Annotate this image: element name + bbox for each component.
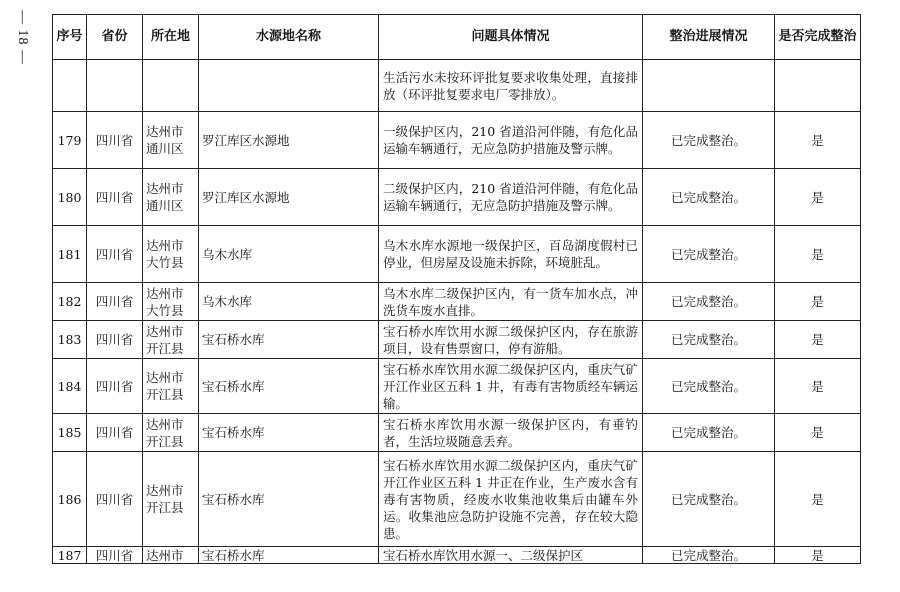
- cell-progress: 已完成整治。: [643, 169, 775, 226]
- cell-location: 达州市大竹县: [143, 283, 199, 321]
- cell-no: 179: [53, 112, 87, 169]
- cell-location: 达州市通川区: [143, 169, 199, 226]
- cell-progress: 已完成整治。: [643, 414, 775, 452]
- cell-province: 四川省: [87, 452, 143, 547]
- cell-done: 是: [775, 452, 861, 547]
- cell-province: [87, 60, 143, 112]
- cell-source: 宝石桥水库: [199, 359, 379, 414]
- table-header-row: [53, 15, 861, 60]
- cell-province: 四川省: [87, 283, 143, 321]
- cell-province: 四川省: [87, 359, 143, 414]
- cell-location: 达州市开江县: [143, 414, 199, 452]
- cell-progress: 已完成整治。: [643, 321, 775, 359]
- cell-issue: 宝石桥水库饮用水源二级保护区内，重庆气矿开江作业区五科 1 井，有毒有害物质经车辆运输。: [379, 359, 643, 414]
- cell-done: 是: [775, 359, 861, 414]
- table-row: [53, 112, 861, 169]
- table-row: [53, 452, 861, 547]
- cell-done: 是: [775, 226, 861, 283]
- cell-issue: 宝石桥水库饮用水源一、二级保护区: [379, 547, 643, 564]
- cell-location: 达州市开江县: [143, 359, 199, 414]
- cell-source: 罗江库区水源地: [199, 169, 379, 226]
- header-location: 所在地: [143, 15, 199, 60]
- cell-progress: 已完成整治。: [643, 547, 775, 564]
- cell-done: 是: [775, 414, 861, 452]
- cell-issue: 乌木水库水源地一级保护区，百岛湖度假村已停业，但房屋及设施未拆除，环境脏乱。: [379, 226, 643, 283]
- cell-no: 187: [53, 547, 87, 564]
- cell-done: 是: [775, 169, 861, 226]
- header-done: 是否完成整治: [775, 15, 861, 60]
- table-row: [53, 169, 861, 226]
- cell-no: 185: [53, 414, 87, 452]
- page-number: — 18 —: [15, 10, 30, 65]
- cell-progress: 已完成整治。: [643, 452, 775, 547]
- cell-source: 宝石桥水库: [199, 414, 379, 452]
- cell-location: 达州市开江县: [143, 452, 199, 547]
- cell-done: 是: [775, 283, 861, 321]
- water-source-issues-table: [52, 14, 861, 564]
- header-no: 序号: [53, 15, 87, 60]
- cell-issue: 宝石桥水库饮用水源一级保护区内，有垂钓者，生活垃圾随意丢弃。: [379, 414, 643, 452]
- cell-source: 乌木水库: [199, 226, 379, 283]
- cell-issue: 乌木水库二级保护区内，有一货车加水点，冲洗货车废水直排。: [379, 283, 643, 321]
- cell-province: 四川省: [87, 112, 143, 169]
- table-row: [53, 60, 861, 112]
- cell-no: 186: [53, 452, 87, 547]
- cell-location: [143, 60, 199, 112]
- cell-no: 181: [53, 226, 87, 283]
- cell-source: 乌木水库: [199, 283, 379, 321]
- cell-no: 184: [53, 359, 87, 414]
- cell-issue: 宝石桥水库饮用水源二级保护区内，重庆气矿开江作业区五科 1 井正在作业，生产废水含有毒有害物质，经废水收集池收集后由罐车外运。收集池应急防护设施不完善，存在较大隐患。: [379, 452, 643, 547]
- cell-location: 达州市通川区: [143, 112, 199, 169]
- header-source: 水源地名称: [199, 15, 379, 60]
- table-row: [53, 226, 861, 283]
- cell-no: [53, 60, 87, 112]
- table-row: [53, 321, 861, 359]
- cell-source: 罗江库区水源地: [199, 112, 379, 169]
- cell-progress: 已完成整治。: [643, 283, 775, 321]
- table-row: [53, 283, 861, 321]
- table-row: [53, 359, 861, 414]
- cell-issue: 二级保护区内，210 省道沿河伴随，有危化品运输车辆通行，无应急防护措施及警示牌。: [379, 169, 643, 226]
- table-row: [53, 414, 861, 452]
- cell-issue: 宝石桥水库饮用水源二级保护区内，存在旅游项目，设有售票窗口，停有游船。: [379, 321, 643, 359]
- cell-location: 达州市: [143, 547, 199, 564]
- cell-progress: 已完成整治。: [643, 112, 775, 169]
- cell-location: 达州市开江县: [143, 321, 199, 359]
- cell-done: 是: [775, 112, 861, 169]
- cell-no: 182: [53, 283, 87, 321]
- cell-province: 四川省: [87, 414, 143, 452]
- header-progress: 整治进展情况: [643, 15, 775, 60]
- cell-no: 180: [53, 169, 87, 226]
- cell-source: 宝石桥水库: [199, 321, 379, 359]
- cell-done: 是: [775, 321, 861, 359]
- header-province: 省份: [87, 15, 143, 60]
- cell-source: 宝石桥水库: [199, 547, 379, 564]
- cell-progress: [643, 60, 775, 112]
- cell-progress: 已完成整治。: [643, 359, 775, 414]
- cell-progress: 已完成整治。: [643, 226, 775, 283]
- cell-done: [775, 60, 861, 112]
- cell-province: 四川省: [87, 547, 143, 564]
- header-issue: 问题具体情况: [379, 15, 643, 60]
- cell-no: 183: [53, 321, 87, 359]
- cell-issue: 一级保护区内，210 省道沿河伴随，有危化品运输车辆通行，无应急防护措施及警示牌。: [379, 112, 643, 169]
- table-row: [53, 547, 861, 564]
- cell-province: 四川省: [87, 226, 143, 283]
- cell-done: 是: [775, 547, 861, 564]
- cell-province: 四川省: [87, 169, 143, 226]
- cell-issue: 生活污水未按环评批复要求收集处理，直接排放（环评批复要求电厂零排放）。: [379, 60, 643, 112]
- cell-province: 四川省: [87, 321, 143, 359]
- cell-location: 达州市大竹县: [143, 226, 199, 283]
- cell-source: [199, 60, 379, 112]
- cell-source: 宝石桥水库: [199, 452, 379, 547]
